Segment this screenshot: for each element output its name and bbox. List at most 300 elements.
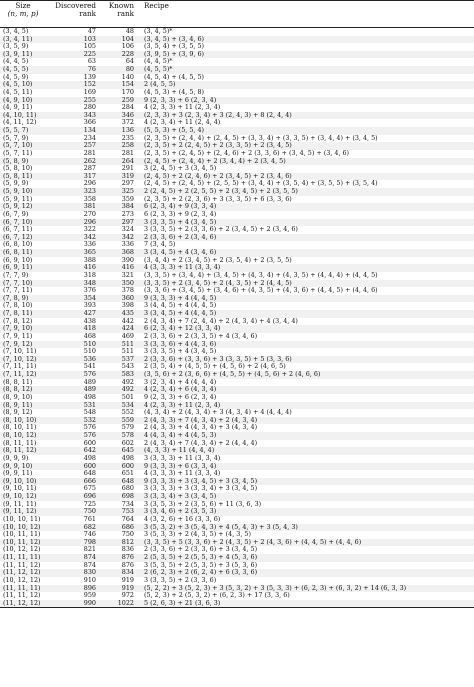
cell-size: (5, 7, 10) <box>0 142 46 150</box>
header-discovered-line2: rank <box>79 9 96 18</box>
cell-known-rank: 876 <box>121 561 134 569</box>
cell-discovered-rank: 821 <box>83 546 96 554</box>
cell-size: (11, 12, 12) <box>0 600 46 608</box>
cell-recipe: 3 (5, 3, 3) + 2 (4, 3, 5) + (4, 3, 5) <box>144 531 251 539</box>
cell-known-rank: 686 <box>98 524 136 532</box>
cell-known-rank: 273 <box>121 210 134 218</box>
cell-size: (10, 12, 12) <box>3 546 41 554</box>
cell-size: (9, 10, 10) <box>0 478 46 486</box>
cell-size: (5, 9, 9) <box>3 180 29 188</box>
cell-known-rank: 583 <box>98 371 136 379</box>
cell-known-rank: 469 <box>121 332 134 340</box>
cell-recipe: (4, 3, 3) + 11 (4, 4, 4) <box>136 447 474 455</box>
cell-discovered-rank: 342 <box>46 234 98 242</box>
cell-size: (9, 10, 12) <box>0 493 46 501</box>
table-row <box>0 36 474 44</box>
table-footer <box>0 608 474 609</box>
cell-discovered-rank: 750 <box>46 508 98 516</box>
cell-recipe: 9 (3, 3, 3) + 4 (4, 4, 5) <box>136 295 474 303</box>
table-body <box>0 28 474 608</box>
cell-discovered-rank: 746 <box>83 531 96 539</box>
cell-size: (6, 9, 11) <box>0 264 46 272</box>
cell-recipe: 4 (2, 3, 3) + 11 (2, 3, 4) <box>136 402 474 410</box>
cell-recipe: 3 (3, 3, 3) + 3 (3, 3, 4) + 3 (3, 4, 5) <box>144 485 258 493</box>
table-row <box>0 180 474 188</box>
cell-recipe: (2, 3, 3) + 3 (2, 3, 4) + 3 (2, 4, 3) + 8 (2, 4, 4) <box>136 112 474 120</box>
cell-size: (5, 7, 11) <box>3 149 33 157</box>
cell-recipe: 3 (3, 3, 5) + 2 (3, 3, 6) + 2 (3, 4, 5) + 2 (3, 4, 6) <box>144 226 298 234</box>
cell-discovered-rank: 468 <box>83 332 96 340</box>
cell-discovered-rank: 510 <box>83 348 96 356</box>
cell-size: (4, 5, 11) <box>3 88 33 96</box>
cell-recipe: 3 (3, 3, 5) + 4 (3, 4, 5) <box>136 219 474 227</box>
cell-recipe: 6 (2, 3, 4) + 9 (3, 3, 4) <box>136 203 474 211</box>
table-row <box>0 310 474 318</box>
cell-recipe: 3 (3, 3, 4) + 3 (3, 4, 5) <box>136 493 474 501</box>
cell-recipe: 9 (2, 3, 3) + 6 (2, 3, 4) <box>144 393 217 401</box>
cell-recipe: 3 (4, 4, 5) + 4 (4, 4, 5) <box>144 302 217 310</box>
table-row <box>0 173 474 181</box>
cell-known-rank: 325 <box>98 188 136 196</box>
cell-discovered-rank: 388 <box>83 256 96 264</box>
table-row <box>0 203 474 211</box>
table-row <box>0 196 474 204</box>
cell-discovered-rank: 393 <box>83 302 96 310</box>
cell-known-rank: 537 <box>98 356 136 364</box>
cell-discovered-rank: 354 <box>46 295 98 303</box>
cell-recipe: 4 (2, 3, 4) + 6 (4, 3, 4) <box>136 386 474 394</box>
cell-size: (7, 9, 12) <box>0 341 46 349</box>
cell-size: (4, 5, 10) <box>0 81 46 89</box>
cell-recipe: 3 (3, 3, 5) + 2 (3, 3, 6) <box>144 576 217 584</box>
cell-discovered-rank: 600 <box>46 463 98 471</box>
table-row <box>0 188 474 196</box>
table-row <box>0 104 474 112</box>
header-size-line2: (n, m, p) <box>7 9 39 18</box>
cell-size: (9, 9, 11) <box>3 470 33 478</box>
cell-known-rank: 424 <box>98 325 136 333</box>
cell-discovered-rank: 105 <box>83 43 96 51</box>
cell-known-rank: 259 <box>98 97 136 105</box>
cell-discovered-rank: 257 <box>46 142 98 150</box>
table-row <box>0 112 474 120</box>
table-row <box>0 325 474 333</box>
cell-known-rank: 435 <box>98 310 136 318</box>
cell-known-rank: 876 <box>98 554 136 562</box>
cell-known-rank: 324 <box>121 226 134 234</box>
cell-recipe: 2 (4, 5, 5) <box>136 81 474 89</box>
cell-known-rank: 378 <box>121 287 134 295</box>
cell-known-rank: 350 <box>98 280 136 288</box>
cell-size: (10, 11, 12) <box>0 539 46 547</box>
table-row <box>0 585 474 593</box>
cell-discovered-rank: 648 <box>83 470 96 478</box>
table-row <box>0 524 474 532</box>
cell-discovered-rank: 830 <box>46 569 98 577</box>
cell-discovered-rank: 63 <box>87 58 96 66</box>
cell-size: (4, 4, 5) <box>3 58 29 66</box>
cell-size: (5, 9, 11) <box>3 195 33 203</box>
cell-known-rank: 281 <box>121 149 134 157</box>
cell-known-rank: 319 <box>98 173 136 181</box>
table-row <box>0 386 474 394</box>
cell-known-rank: 416 <box>98 264 136 272</box>
table-row <box>0 546 474 554</box>
table-row <box>0 226 474 234</box>
cell-known-rank: 140 <box>121 73 134 81</box>
cell-recipe: (5, 5, 3) + (5, 5, 4) <box>136 127 474 135</box>
cell-known-rank: 291 <box>121 165 134 173</box>
cell-discovered-rank: 281 <box>83 149 96 157</box>
cell-known-rank: 384 <box>98 203 136 211</box>
cell-known-rank: 764 <box>121 515 134 523</box>
cell-size: (8, 10, 12) <box>0 432 46 440</box>
table-row <box>0 440 474 448</box>
cell-recipe: (4, 4, 5)* <box>144 58 173 66</box>
header-known <box>98 1 136 28</box>
table-row <box>0 432 474 440</box>
cell-known-rank: 552 <box>121 409 134 417</box>
cell-known-rank: 106 <box>121 43 134 51</box>
cell-known-rank: 651 <box>121 470 134 478</box>
cell-discovered-rank: 532 <box>46 417 98 425</box>
cell-known-rank: 1022 <box>98 600 136 608</box>
cell-known-rank: 136 <box>98 127 136 135</box>
cell-discovered-rank: 366 <box>83 119 96 127</box>
cell-size: (6, 8, 10) <box>3 241 33 249</box>
cell-recipe: (3, 3, 6) + (3, 4, 5) + (3, 4, 6) + (4, 3, 5) + (4, 3, 6) + (4, 4, 5) + (4, 4, 6) <box>144 287 378 295</box>
table-row <box>0 66 474 74</box>
cell-size: (5, 9, 12) <box>0 203 46 211</box>
table-row <box>0 554 474 562</box>
cell-recipe: 9 (2, 3, 3) + 6 (2, 3, 4) <box>136 97 474 105</box>
table-row <box>0 348 474 356</box>
cell-known-rank: 372 <box>121 119 134 127</box>
cell-size: (7, 7, 11) <box>3 287 33 295</box>
table-row <box>0 379 474 387</box>
cell-discovered-rank: 725 <box>83 500 96 508</box>
cell-discovered-rank: 541 <box>83 363 96 371</box>
cell-discovered-rank: 600 <box>83 439 96 447</box>
cell-size: (7, 11, 12) <box>0 371 46 379</box>
table-row <box>0 356 474 364</box>
cell-recipe: 4 (3, 3, 3) + 11 (3, 3, 4) <box>144 470 221 478</box>
cell-discovered-rank: 531 <box>46 402 98 410</box>
cell-known-rank: 579 <box>121 424 134 432</box>
table-row <box>0 562 474 570</box>
cell-recipe: (5, 2, 2) + 3 (5, 2, 3) + 3 (5, 3, 2) + 3 (5, 3, 3) + (6, 2, 3) + (6, 3, 2) + 14 (6, 3, 3) <box>136 585 474 593</box>
table-row <box>0 539 474 547</box>
cell-size: (11, 11, 11) <box>0 585 46 593</box>
table-row <box>0 264 474 272</box>
header-discovered <box>46 1 98 28</box>
cell-discovered-rank: 336 <box>83 241 96 249</box>
cell-discovered-rank: 381 <box>46 203 98 211</box>
table-row <box>0 51 474 59</box>
cell-size: (5, 8, 10) <box>3 165 33 173</box>
cell-known-rank: 442 <box>121 317 134 325</box>
cell-known-rank: 390 <box>121 256 134 264</box>
table-row <box>0 295 474 303</box>
cell-known-rank: 698 <box>98 493 136 501</box>
cell-known-rank: 834 <box>98 569 136 577</box>
cell-size: (11, 11, 11) <box>0 554 46 562</box>
cell-known-rank: 297 <box>98 219 136 227</box>
cell-discovered-rank: 296 <box>46 219 98 227</box>
cell-known-rank: 264 <box>98 158 136 166</box>
cell-known-rank: 80 <box>98 66 136 74</box>
cell-discovered-rank: 416 <box>46 264 98 272</box>
cell-discovered-rank: 280 <box>83 104 96 112</box>
cell-discovered-rank: 576 <box>83 424 96 432</box>
cell-known-rank: 170 <box>121 88 134 96</box>
header-recipe-line1: Recipe <box>144 1 169 10</box>
cell-discovered-rank: 761 <box>83 515 96 523</box>
table-row <box>0 516 474 524</box>
cell-discovered-rank: 682 <box>46 524 98 532</box>
cell-known-rank: 258 <box>98 142 136 150</box>
cell-size: (7, 10, 12) <box>0 356 46 364</box>
table-row <box>0 280 474 288</box>
table-row <box>0 234 474 242</box>
cell-known-rank: 680 <box>121 485 134 493</box>
cell-recipe: (3, 5, 4) + (3, 5, 5) <box>144 43 205 51</box>
cell-known-rank: 972 <box>121 592 134 600</box>
cell-known-rank: 64 <box>125 58 134 66</box>
cell-discovered-rank: 874 <box>46 554 98 562</box>
table-row <box>0 142 474 150</box>
cell-recipe: 6 (2, 3, 3) + 9 (2, 3, 4) <box>144 210 217 218</box>
cell-size: (3, 4, 5) <box>3 27 29 35</box>
cell-recipe: (3, 4, 5)* <box>144 27 173 35</box>
cell-size: (4, 5, 9) <box>3 73 29 81</box>
cell-recipe: 2 (2, 4, 5) + 2 (2, 5, 5) + 2 (3, 4, 5) + 2 (3, 5, 5) <box>136 188 474 196</box>
cell-recipe: 4 (2, 3, 3) + 11 (2, 3, 4) <box>144 104 221 112</box>
cell-recipe: (2, 4, 5) + (2, 4, 5) + (2, 5, 5) + (3, 4, 4) + (3, 5, 4) + (3, 5, 5) + (3, 5, 4) <box>144 180 378 188</box>
cell-discovered-rank: 134 <box>46 127 98 135</box>
cell-size: (4, 9, 11) <box>3 104 33 112</box>
cell-recipe: 4 (3, 3, 3) + 11 (3, 3, 4) <box>136 264 474 272</box>
table-row <box>0 470 474 478</box>
cell-recipe: 2 (3, 3, 6) + 2 (3, 3, 6) + 3 (3, 4, 5) <box>144 546 258 554</box>
cell-discovered-rank: 103 <box>46 36 98 44</box>
table-row <box>0 211 474 219</box>
cell-known-rank: 578 <box>98 432 136 440</box>
cell-recipe: 2 (3, 3, 6) + 2 (3, 3, 5) + 4 (3, 4, 6) <box>144 332 258 340</box>
table-row <box>0 272 474 280</box>
cell-size: (7, 8, 12) <box>3 317 33 325</box>
cell-discovered-rank: 365 <box>46 249 98 257</box>
table-row <box>0 165 474 173</box>
header-recipe <box>136 1 474 28</box>
table-row <box>0 409 474 417</box>
cell-discovered-rank: 169 <box>83 88 96 96</box>
cell-known-rank: 498 <box>121 454 134 462</box>
cell-recipe: (4, 5, 5)* <box>136 66 474 74</box>
cell-known-rank: 559 <box>98 417 136 425</box>
cell-size: (10, 10, 12) <box>0 524 46 532</box>
cell-size: (8, 11, 11) <box>3 439 37 447</box>
cell-discovered-rank: 47 <box>87 27 96 35</box>
cell-recipe: 3 (3, 3, 6) + 4 (4, 3, 6) <box>136 341 474 349</box>
cell-known-rank: 501 <box>121 393 134 401</box>
cell-known-rank: 753 <box>98 508 136 516</box>
cell-recipe: (3, 3, 5) + (3, 4, 4) + (3, 4, 5) + (4, 3, 4) + (4, 3, 5) + (4, 4, 4) + (4, 4, 5) <box>144 271 378 279</box>
cell-discovered-rank: 489 <box>46 386 98 394</box>
cell-recipe: 2 (3, 5, 4) + (4, 5, 5) + (4, 5, 6) + 2 (4, 6, 5) <box>144 363 286 371</box>
cell-size: (7, 8, 10) <box>3 302 33 310</box>
cell-known-rank: 48 <box>125 27 134 35</box>
cell-size: (6, 8, 11) <box>0 249 46 257</box>
table-row <box>0 119 474 127</box>
cell-discovered-rank: 510 <box>46 341 98 349</box>
cell-recipe: 4 (3, 2, 6) + 16 (3, 3, 6) <box>144 515 221 523</box>
table-row <box>0 74 474 82</box>
cell-discovered-rank: 798 <box>46 539 98 547</box>
cell-size: (9, 11, 11) <box>3 500 37 508</box>
cell-discovered-rank: 896 <box>46 585 98 593</box>
cell-recipe: 3 (3, 4, 6) + 2 (3, 5, 3) <box>136 508 474 516</box>
cell-recipe: 2 (4, 3, 4) + 7 (2, 4, 4) + 2 (4, 3, 4) + 4 (3, 4, 4) <box>144 317 298 325</box>
table-row <box>0 257 474 265</box>
cell-size: (8, 9, 12) <box>3 409 33 417</box>
cell-known-rank: 346 <box>98 112 136 120</box>
cell-recipe: 3 (5, 3, 2) + 3 (5, 4, 3) + 4 (5, 4, 3) + 3 (5, 4, 3) <box>136 524 474 532</box>
table-row <box>0 447 474 455</box>
cell-size: (5, 5, 7) <box>0 127 46 135</box>
cell-known-rank: 645 <box>98 447 136 455</box>
table-row <box>0 150 474 158</box>
table-row <box>0 158 474 166</box>
table-row <box>0 501 474 509</box>
cell-discovered-rank: 489 <box>83 378 96 386</box>
table-row <box>0 302 474 310</box>
cell-discovered-rank: 152 <box>46 81 98 89</box>
cell-recipe: (2, 3, 5) + (2, 4, 4) + (2, 4, 5) + (3, 3, 4) + (3, 3, 5) + (3, 4, 4) + (3, 4, 5) <box>144 134 378 142</box>
cell-size: (8, 11, 12) <box>0 447 46 455</box>
table-row <box>0 371 474 379</box>
cell-size: (11, 11, 12) <box>3 592 41 600</box>
cell-recipe: 6 (2, 3, 4) + 12 (3, 3, 4) <box>136 325 474 333</box>
cell-size: (9, 9, 10) <box>0 463 46 471</box>
cell-recipe: 2 (4, 3, 3) + 7 (4, 3, 4) + 2 (4, 3, 4) <box>136 417 474 425</box>
table-row <box>0 485 474 493</box>
cell-recipe: (3, 3, 5) + 2 (3, 4, 5) + 2 (4, 3, 5) + 2 (4, 4, 5) <box>136 280 474 288</box>
cell-size: (3, 9, 11) <box>0 51 46 59</box>
cell-recipe: 9 (3, 3, 3) + 6 (3, 3, 4) <box>136 463 474 471</box>
cell-discovered-rank: 287 <box>83 165 96 173</box>
cell-discovered-rank: 642 <box>46 447 98 455</box>
cell-recipe: (4, 3, 4) + 2 (4, 3, 4) + 3 (4, 3, 4) + 4 (4, 4, 4) <box>144 409 292 417</box>
cell-size: (7, 7, 9) <box>3 271 29 279</box>
table-row <box>0 89 474 97</box>
cell-size: (11, 11, 12) <box>3 561 41 569</box>
cell-size: (7, 8, 11) <box>0 310 46 318</box>
cell-known-rank: 235 <box>121 134 134 142</box>
cell-recipe: 3 (3, 3, 5) + 4 (3, 4, 5) <box>144 348 217 356</box>
cell-recipe: 2 (4, 3, 3) + 4 (4, 3, 4) + 3 (4, 3, 4) <box>144 424 258 432</box>
table-row <box>0 43 474 51</box>
cell-discovered-rank: 317 <box>46 173 98 181</box>
cell-size: (7, 9, 10) <box>0 325 46 333</box>
cell-discovered-rank: 376 <box>83 287 96 295</box>
bottom-rule <box>0 608 474 609</box>
cell-size: (4, 11, 12) <box>3 119 37 127</box>
cell-known-rank: 492 <box>121 378 134 386</box>
cell-recipe: 3 (3, 3, 3) + 11 (3, 3, 4) <box>144 454 221 462</box>
cell-discovered-rank: 234 <box>83 134 96 142</box>
table-row <box>0 493 474 501</box>
cell-discovered-rank: 323 <box>46 188 98 196</box>
cell-known-rank: 321 <box>121 271 134 279</box>
cell-recipe: (4, 5, 3) + (4, 5, 8) <box>144 88 205 96</box>
table-row <box>0 219 474 227</box>
table-row <box>0 417 474 425</box>
header-known-line2: rank <box>117 9 134 18</box>
table-row <box>0 424 474 432</box>
cell-known-rank: 336 <box>121 241 134 249</box>
cell-recipe: 9 (3, 3, 3) + 3 (3, 4, 5) + 3 (3, 4, 5) <box>136 478 474 486</box>
cell-size: (8, 8, 11) <box>3 378 33 386</box>
cell-discovered-rank: 576 <box>46 371 98 379</box>
cell-discovered-rank: 255 <box>46 97 98 105</box>
cell-size: (10, 10, 11) <box>3 515 41 523</box>
cell-discovered-rank: 959 <box>83 592 96 600</box>
cell-recipe: (2, 3, 5) + (2, 4, 5) + (2, 4, 6) + 2 (3, 3, 6) + (3, 4, 5) + (3, 4, 6) <box>144 149 350 157</box>
cell-recipe: 3 (3, 5, 3) + 2 (3, 5, 6) + 11 (3, 6, 3) <box>144 500 262 508</box>
table-row <box>0 600 474 608</box>
cell-discovered-rank: 358 <box>83 195 96 203</box>
cell-known-rank: 602 <box>121 439 134 447</box>
cell-known-rank: 398 <box>121 302 134 310</box>
cell-size: (7, 10, 11) <box>3 348 37 356</box>
cell-size: (4, 5, 5) <box>0 66 46 74</box>
table-row <box>0 363 474 371</box>
table-row <box>0 97 474 105</box>
cell-discovered-rank: 348 <box>46 280 98 288</box>
cell-size: (7, 8, 9) <box>0 295 46 303</box>
cell-known-rank: 284 <box>121 104 134 112</box>
cell-size: (5, 9, 10) <box>0 188 46 196</box>
cell-size: (6, 9, 10) <box>3 256 33 264</box>
header-discovered-line1: Discovered <box>55 1 96 10</box>
cell-recipe: (2, 3, 5) + 2 (2, 4, 5) + 2 (3, 3, 5) + 2 (3, 4, 5) <box>136 142 474 150</box>
cell-size: (9, 10, 11) <box>3 485 37 493</box>
cell-size: (7, 9, 11) <box>3 332 33 340</box>
cell-recipe: (3, 4, 5) + (3, 4, 6) <box>136 36 474 44</box>
cell-size: (6, 7, 9) <box>3 210 29 218</box>
table-row <box>0 333 474 341</box>
table-header <box>0 1 474 28</box>
cell-discovered-rank: 498 <box>83 454 96 462</box>
cell-size: (8, 8, 12) <box>0 386 46 394</box>
cell-recipe: 3 (3, 4, 5) + 4 (4, 4, 5) <box>136 310 474 318</box>
cell-discovered-rank: 139 <box>83 73 96 81</box>
table-row <box>0 287 474 295</box>
cell-known-rank: 648 <box>98 478 136 486</box>
cell-discovered-rank: 225 <box>46 51 98 59</box>
cell-recipe: 2 (5, 3, 5) + 2 (5, 5, 3) + 4 (5, 3, 6) <box>136 554 474 562</box>
cell-discovered-rank: 990 <box>46 600 98 608</box>
cell-recipe: 3 (3, 4, 5) + 4 (3, 4, 6) <box>136 249 474 257</box>
cell-discovered-rank: 666 <box>46 478 98 486</box>
cell-discovered-rank: 318 <box>83 271 96 279</box>
cell-discovered-rank: 548 <box>83 409 96 417</box>
header-size <box>0 1 46 28</box>
table-row <box>0 58 474 66</box>
cell-recipe: 5 (2, 6, 3) + 21 (3, 6, 3) <box>136 600 474 608</box>
cell-discovered-rank: 675 <box>83 485 96 493</box>
